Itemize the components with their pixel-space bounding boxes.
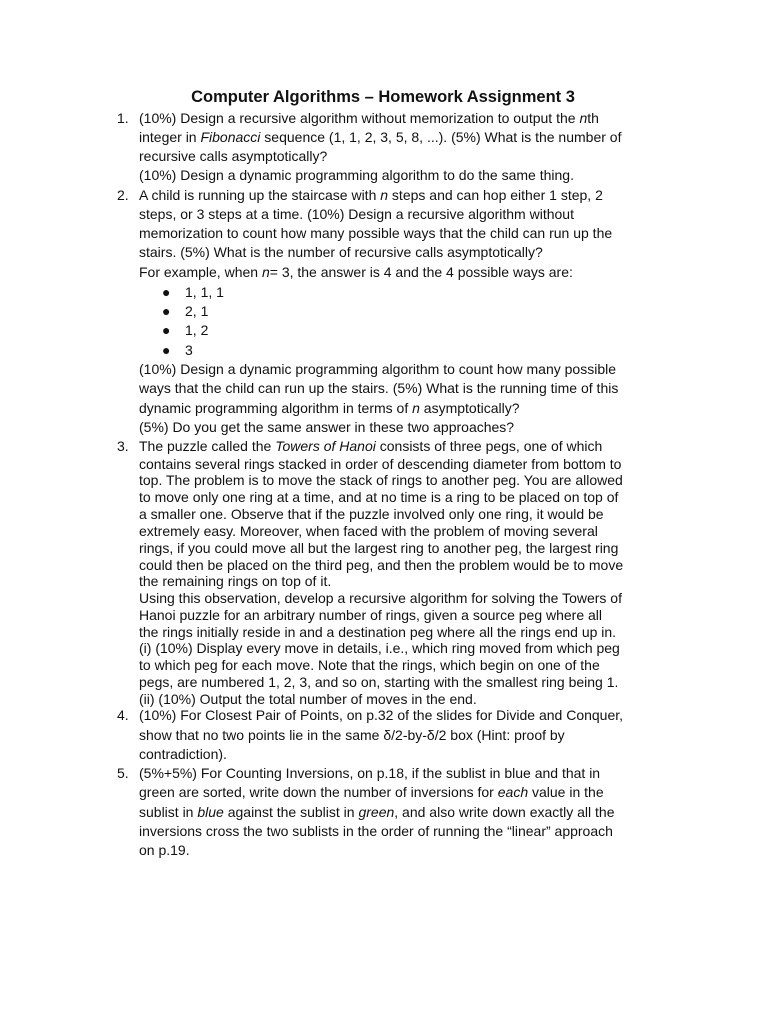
text-segment: value in the bbox=[528, 784, 604, 800]
question-number: 1. bbox=[117, 110, 129, 126]
text-line: (ii) (10%) Output the total number of moves in the end. bbox=[139, 691, 477, 707]
text-line: (10%) Design a dynamic programming algorithm to count how many possible bbox=[139, 361, 616, 377]
text-segment: dynamic programming algorithm in terms of bbox=[139, 400, 413, 416]
text-line: extremely easy. Moreover, when faced with the problem of moving several bbox=[139, 523, 598, 539]
text-segment: (10%) Design a recursive algorithm without memorization to output the bbox=[139, 110, 580, 126]
text-segment: against the sublist in bbox=[223, 804, 359, 820]
text-line: (10%) Design a dynamic programming algorithm to do the same thing. bbox=[139, 167, 574, 183]
text-line: the remaining rings on top of it. bbox=[139, 573, 332, 589]
list-item: 3 bbox=[185, 342, 193, 358]
question-number: 5. bbox=[117, 765, 129, 781]
text-segment: steps and can hop either 1 step, 2 bbox=[388, 187, 603, 203]
text-segment: th bbox=[587, 110, 599, 126]
italic-text: Fibonacci bbox=[200, 129, 261, 145]
bullet-icon: ● bbox=[162, 342, 171, 358]
bullet-icon: ● bbox=[162, 303, 171, 319]
text-line: ways that the child can run up the stairs. (5%) What is the running time of this bbox=[139, 380, 619, 396]
italic-text: each bbox=[497, 784, 529, 800]
text-line: contradiction). bbox=[139, 746, 227, 762]
text-segment: sublist in bbox=[139, 804, 198, 820]
text-line: (i) (10%) Display every move in details, i.e., which ring moved from which peg bbox=[139, 640, 620, 656]
text-segment: A child is running up the staircase with bbox=[139, 187, 381, 203]
text-line: rings, if you could move all but the largest ring to another peg, the largest ring bbox=[139, 540, 619, 556]
text-line: the rings initially reside in and a destination peg where all the rings end up in. bbox=[139, 624, 617, 640]
text-segment: green are sorted, write down the number of inversions for bbox=[139, 784, 498, 800]
text-line: recursive calls asymptotically? bbox=[139, 148, 328, 164]
text-line: could then be placed on the third peg, and then the problem would be to move bbox=[139, 557, 624, 573]
bullet-icon: ● bbox=[162, 284, 171, 300]
list-item: 1, 1, 1 bbox=[185, 284, 224, 300]
text-line: show that no two points lie in the same δ/2-by-δ/2 box (Hint: proof by bbox=[139, 727, 565, 743]
text-line: (5%) Do you get the same answer in these two approaches? bbox=[139, 419, 515, 435]
italic-text: Towers of Hanoi bbox=[275, 438, 376, 454]
text-segment: integer in bbox=[139, 129, 201, 145]
text-line bbox=[139, 128, 621, 146]
text-line: contains several rings stacked in order of descending diameter from bottom to bbox=[139, 456, 622, 472]
text-line: (10%) For Closest Pair of Points, on p.32 of the slides for Divide and Conquer, bbox=[139, 707, 624, 723]
italic-text: n bbox=[261, 264, 270, 280]
text-line: memorization to count how many possible ways that the child can run up the bbox=[139, 225, 613, 241]
question-number: 4. bbox=[117, 707, 129, 723]
text-line bbox=[139, 109, 599, 127]
italic-text: blue bbox=[197, 804, 224, 820]
italic-text: n bbox=[380, 187, 389, 203]
text-line bbox=[139, 783, 604, 801]
document-title: Computer Algorithms – Homework Assignment 3 bbox=[191, 88, 575, 106]
text-line bbox=[139, 399, 520, 417]
text-segment: For example, when bbox=[139, 264, 262, 280]
text-line bbox=[139, 437, 602, 455]
text-line: top. The problem is to move the stack of rings to another peg. You are allowed bbox=[139, 472, 623, 488]
italic-text: n bbox=[412, 400, 420, 416]
question-number: 2. bbox=[117, 187, 129, 203]
text-segment: The puzzle called the bbox=[139, 438, 276, 454]
bullet-icon: ● bbox=[162, 322, 171, 338]
text-line: steps, or 3 steps at a time. (10%) Design a recursive algorithm without bbox=[139, 206, 574, 222]
text-line bbox=[139, 186, 603, 204]
text-segment: = 3, the answer is 4 and the 4 possible ways are: bbox=[269, 264, 573, 280]
text-line: to move only one ring at a time, and at no time is a ring to be placed on top of bbox=[139, 489, 619, 505]
text-segment: consists of three pegs, one of which bbox=[375, 438, 603, 454]
text-line: inversions cross the two sublists in the order of running the “linear” approach bbox=[139, 823, 613, 839]
text-line: Using this observation, develop a recursive algorithm for solving the Towers of bbox=[139, 590, 622, 606]
text-line: a smaller one. Observe that if the puzzle involved only one ring, it would be bbox=[139, 506, 604, 522]
text-line: (5%+5%) For Counting Inversions, on p.18, if the sublist in blue and that in bbox=[139, 765, 601, 781]
text-segment: asymptotically? bbox=[419, 400, 520, 416]
text-line: Hanoi puzzle for an arbitrary number of rings, given a source peg where all bbox=[139, 607, 603, 623]
text-line: on p.19. bbox=[139, 842, 190, 858]
text-line bbox=[139, 263, 573, 281]
list-item: 2, 1 bbox=[185, 303, 209, 319]
text-line: stairs. (5%) What is the number of recursive calls asymptotically? bbox=[139, 244, 543, 260]
text-line: pegs, are numbered 1, 2, 3, and so on, starting with the smallest ring being 1. bbox=[139, 674, 619, 690]
italic-text: green bbox=[358, 804, 395, 820]
text-segment: sequence (1, 1, 2, 3, 5, 8, ...). (5%) What is the number of bbox=[260, 129, 622, 145]
text-line bbox=[139, 803, 615, 821]
question-number: 3. bbox=[117, 438, 129, 454]
italic-text: n bbox=[579, 110, 588, 126]
text-segment: , and also write down exactly all the bbox=[394, 804, 615, 820]
text-line: to which peg for each move. Note that the rings, which begin on one of the bbox=[139, 657, 600, 673]
list-item: 1, 2 bbox=[185, 322, 209, 338]
